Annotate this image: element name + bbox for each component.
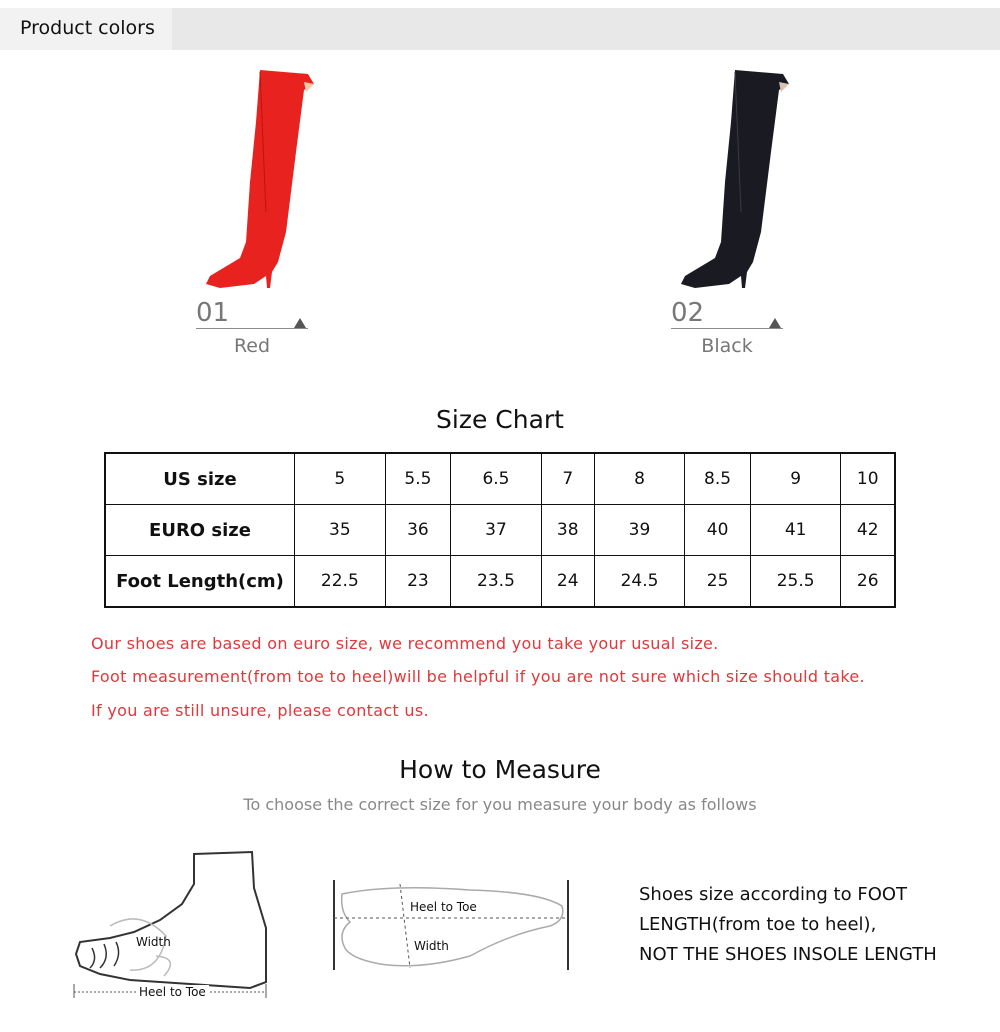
row-label: US size (105, 453, 295, 505)
section-header (0, 8, 1000, 50)
size-cell: 23.5 (451, 556, 542, 608)
row-label: EURO size (105, 505, 295, 556)
size-row (105, 505, 895, 556)
size-cell: 42 (841, 505, 895, 556)
size-cell: 7 (541, 453, 594, 505)
note-line: Foot measurement(from toe to heel)will be helpful if you are not sure which size should take. (91, 667, 865, 686)
product-card-red[interactable] (180, 62, 440, 362)
size-cell: 8.5 (685, 453, 750, 505)
size-cell: 41 (750, 505, 841, 556)
how-to-measure-title: How to Measure (399, 755, 601, 784)
size-cell: 6.5 (451, 453, 542, 505)
size-row (105, 453, 895, 505)
size-cell: 25.5 (750, 556, 841, 608)
size-cell: 40 (685, 505, 750, 556)
triangle-marker-icon (769, 318, 781, 328)
size-info-line: NOT THE SHOES INSOLE LENGTH (639, 944, 937, 965)
size-cell: 37 (451, 505, 542, 556)
size-info-line: LENGTH(from toe to heel), (639, 914, 877, 935)
triangle-marker-icon (294, 318, 306, 328)
size-cell: 39 (594, 505, 685, 556)
note-line: Our shoes are based on euro size, we recommend you take your usual size. (91, 634, 719, 653)
size-cell: 9 (750, 453, 841, 505)
product-number: 02 (671, 298, 705, 328)
size-cell: 36 (385, 505, 450, 556)
size-chart-title: Size Chart (436, 405, 564, 434)
heel-to-toe-label: Heel to Toe (136, 985, 209, 999)
product-number: 01 (196, 298, 230, 328)
boot-image-red (180, 62, 340, 292)
top-foot-icon (330, 876, 574, 976)
header-title: Product colors (20, 17, 155, 39)
boot-shape (681, 70, 789, 288)
heel-to-toe-label: Heel to Toe (410, 900, 477, 914)
size-info-line: Shoes size according to FOOT (639, 884, 908, 905)
size-cell: 35 (295, 505, 386, 556)
number-underline (196, 328, 308, 329)
side-foot-icon (70, 848, 270, 1004)
row-label: Foot Length(cm) (105, 556, 295, 608)
product-color-name: Black (701, 335, 753, 357)
side-foot-diagram (70, 848, 270, 1004)
note-line: If you are still unsure, please contact us. (91, 701, 429, 720)
boot-shape (206, 70, 314, 288)
size-cell: 8 (594, 453, 685, 505)
product-color-name: Red (233, 335, 271, 357)
size-cell: 24 (541, 556, 594, 608)
size-cell: 38 (541, 505, 594, 556)
top-foot-diagram (330, 876, 574, 976)
how-to-measure-subtitle: To choose the correct size for you measure your body as follows (243, 795, 757, 814)
width-label: Width (136, 935, 171, 949)
size-cell: 10 (841, 453, 895, 505)
width-label: Width (414, 939, 449, 953)
size-cell: 24.5 (594, 556, 685, 608)
size-cell: 23 (385, 556, 450, 608)
size-row (105, 556, 895, 608)
size-cell: 22.5 (295, 556, 386, 608)
size-chart-table (104, 452, 896, 608)
size-cell: 26 (841, 556, 895, 608)
number-underline (671, 328, 783, 329)
product-card-black[interactable] (655, 62, 915, 362)
boot-image-black (655, 62, 815, 292)
size-cell: 25 (685, 556, 750, 608)
size-cell: 5.5 (385, 453, 450, 505)
size-cell: 5 (295, 453, 386, 505)
